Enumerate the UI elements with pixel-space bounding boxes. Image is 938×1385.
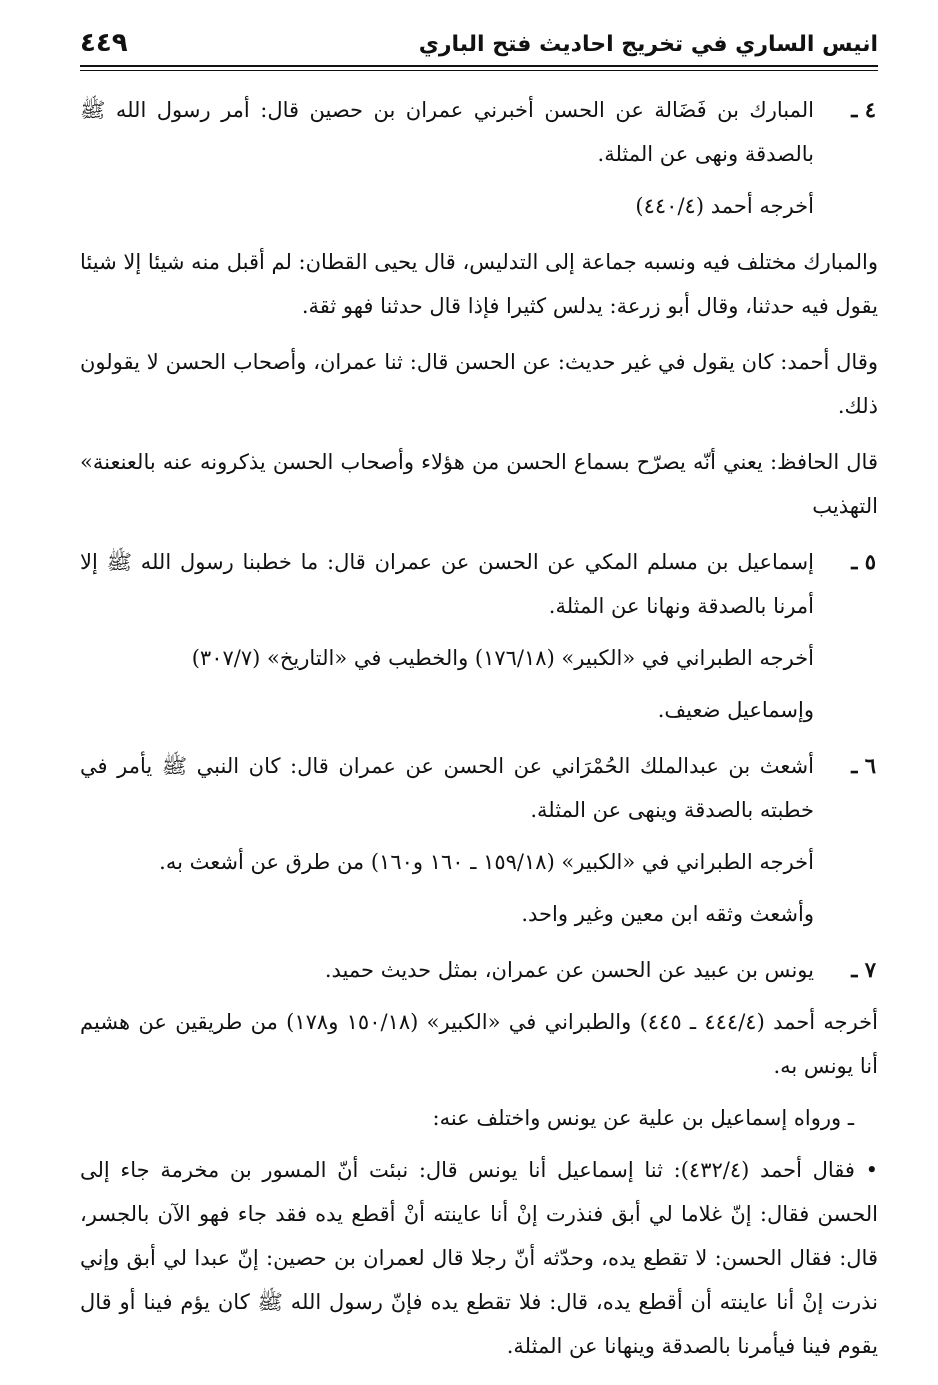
hadith-item-6 [80, 744, 878, 832]
paragraph: • فقال أحمد (٤٣٢/٤): ثنا إسماعيل أنا يونس قال: نبئت أنّ المسور بن مخرمة جاء إلى الحسن فقال: إنّ غلاما لي أبق فنذرت إنْ أنا عاينته أنْ أقطع يده فقد جاء فهو الآن بالجسر، قال: فقال الحسن: لا تقطع يده، وحدّثه أنّ رجلا قال لعمران بن حصين: إنّ عبدا لي أبق وإني نذرت إنْ أنا عاينته أن أقطع يده، قال: فلا تقطع يده فإنّ رسول الله ﷺ كان يؤم فينا أو قال يقوم فينا فيأمرنا بالصدقة وينهانا عن المثلة. [80, 1158, 878, 1358]
item-number: ٦ ـ [851, 753, 876, 778]
item-text: إسماعيل بن مسلم المكي عن الحسن عن عمران قال: ما خطبنا رسول الله ﷺ إلا أمرنا بالصدقة ونهانا عن المثلة. [80, 550, 814, 618]
header-rule-thin [80, 70, 878, 71]
hadith-item-7 [80, 948, 878, 992]
paragraph: والمبارك مختلف فيه ونسبه جماعة إلى التدليس، قال يحيى القطان: لم أقبل منه شيئا إلا شيئا يقول فيه حدثنا، وقال أبو زرعة: يدلس كثيرا فإذا قال حدثنا فهو ثقة. [80, 250, 878, 318]
paragraph: قال الحافظ: يعني أنّه يصرّح بسماع الحسن من هؤلاء وأصحاب الحسن يذكرونه عنه بالعنعنة» التهذيب [80, 450, 878, 518]
paragraph: أخرجه أحمد (٤٤٤/٤ ـ ٤٤٥) والطبراني في «الكبير» (١٥٠/١٨ و١٧٨) من طريقين عن هشيم أنا يونس به. [80, 1010, 878, 1078]
header-rule-thick [80, 65, 878, 67]
page-body [80, 88, 878, 1376]
running-title: انيس الساري في تخريج احاديث فتح الباري [418, 32, 878, 57]
item-text: يونس بن عبيد عن الحسن عن عمران، بمثل حديث حميد. [324, 958, 814, 982]
item-text: أشعث بن عبدالملك الحُمْرَاني عن الحسن عن عمران قال: كان النبي ﷺ يأمر في خطبته بالصدقة وينهى عن المثلة. [80, 754, 814, 822]
hadith-item-4 [80, 88, 878, 176]
takhrij-line: أخرجه الطبراني في «الكبير» (١٥٩/١٨ ـ ١٦٠ و١٦٠) من طرق عن أشعث به. [159, 850, 814, 874]
item-number: ٥ ـ [851, 549, 876, 574]
page-header [80, 26, 878, 66]
paragraph: ـ ورواه إسماعيل بن علية عن يونس واختلف عنه: [432, 1106, 854, 1130]
hadith-item-5 [80, 540, 878, 628]
item-text: المبارك بن فَضَالة عن الحسن أخبرني عمران بن حصين قال: أمر رسول الله ﷺ بالصدقة ونهى عن المثلة. [80, 98, 814, 166]
takhrij-line: أخرجه أحمد (٤٤٠/٤) [635, 194, 814, 218]
paragraph: وقال أحمد: كان يقول في غير حديث: عن الحسن قال: ثنا عمران، وأصحاب الحسن لا يقولون ذلك. [80, 350, 878, 418]
item-number: ٤ ـ [851, 97, 876, 122]
page-number: ٤٤٩ [80, 28, 128, 58]
grading-note: وإسماعيل ضعيف. [657, 698, 814, 722]
grading-note: وأشعث وثقه ابن معين وغير واحد. [521, 902, 814, 926]
takhrij-line: أخرجه الطبراني في «الكبير» (١٧٦/١٨) والخطيب في «التاريخ» (٣٠٧/٧) [191, 646, 814, 670]
item-number: ٧ ـ [851, 957, 876, 982]
